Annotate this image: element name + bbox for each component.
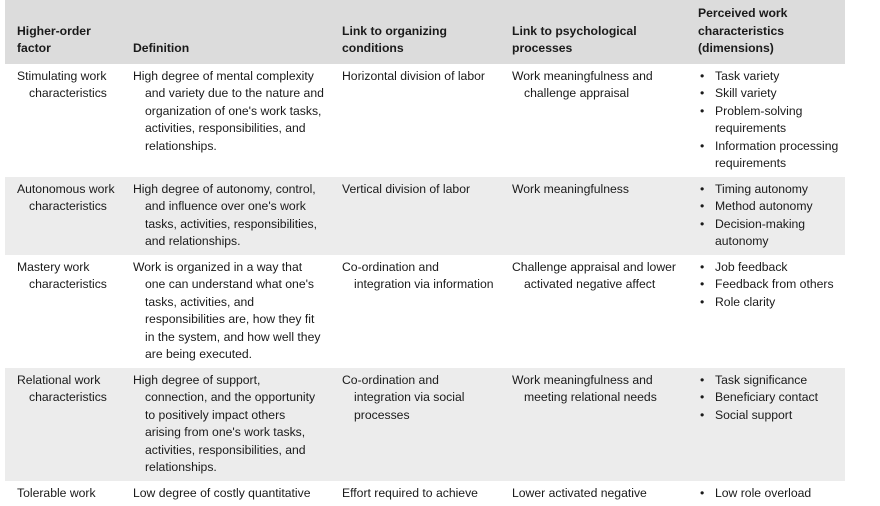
- psychological-cell: [500, 368, 686, 481]
- dimension-text: Beneficiary contact: [715, 390, 818, 404]
- psychological-cell: [500, 481, 686, 506]
- organizing-cell: [330, 368, 500, 481]
- dimensions-list: [698, 181, 839, 251]
- bullet-icon: •: [700, 276, 704, 294]
- dimension-text: Job feedback: [715, 260, 788, 274]
- dimensions-list: [698, 485, 839, 503]
- header-psychological-processes: Link to psychological processes: [500, 0, 686, 64]
- work-characteristics-table: [5, 0, 845, 506]
- header-organizing-conditions: Link to organizing conditions: [330, 0, 500, 64]
- definition-cell: [121, 177, 330, 255]
- dimensions-list: [698, 372, 839, 425]
- dimensions-cell: [686, 255, 845, 368]
- dimension-text: Problem-solving requirements: [715, 104, 802, 136]
- definition-cell: [121, 64, 330, 177]
- bullet-icon: •: [700, 259, 704, 277]
- factor-text: Tolerable work: [17, 485, 115, 503]
- organizing-text: Vertical division of labor: [342, 181, 494, 199]
- header-higher-order-factor: Higher-order factor: [5, 0, 121, 64]
- psychological-cell: [500, 255, 686, 368]
- list-item: [698, 138, 839, 173]
- list-item: [698, 103, 839, 138]
- definition-cell: [121, 255, 330, 368]
- table-row: [5, 177, 845, 255]
- bullet-icon: •: [700, 372, 704, 390]
- table-row: [5, 481, 845, 506]
- list-item: [698, 198, 839, 216]
- factor-text: Stimulating work characteristics: [17, 68, 115, 103]
- bullet-icon: •: [700, 198, 704, 216]
- list-item: [698, 389, 839, 407]
- organizing-text: Co-ordination and integration via social processes: [342, 372, 494, 425]
- factor-text: Mastery work characteristics: [17, 259, 115, 294]
- list-item: [698, 259, 839, 277]
- definition-cell: [121, 368, 330, 481]
- bullet-icon: •: [700, 216, 704, 234]
- dimension-text: Decision-making autonomy: [715, 217, 805, 249]
- work-characteristics-table-container: [5, 0, 845, 506]
- bullet-icon: •: [700, 407, 704, 425]
- bullet-icon: •: [700, 181, 704, 199]
- bullet-icon: •: [700, 389, 704, 407]
- dimension-text: Task variety: [715, 69, 779, 83]
- dimensions-cell: [686, 64, 845, 177]
- definition-text: High degree of autonomy, control, and influence over one's work tasks, activities, responsibilities, and relationships.: [133, 181, 324, 251]
- bullet-icon: •: [700, 103, 704, 121]
- factor-text: Autonomous work characteristics: [17, 181, 115, 216]
- definition-text: High degree of support, connection, and the opportunity to positively impact others arising from one's work tasks, activities, responsibilities, and relationships.: [133, 372, 324, 477]
- table-row: [5, 368, 845, 481]
- table-header-row: [5, 0, 845, 64]
- dimensions-list: [698, 68, 839, 173]
- header-definition: Definition: [121, 0, 330, 64]
- dimension-text: Skill variety: [715, 86, 777, 100]
- psychological-text: Work meaningfulness and challenge appraisal: [512, 68, 680, 103]
- list-item: [698, 181, 839, 199]
- psychological-cell: [500, 177, 686, 255]
- list-item: [698, 294, 839, 312]
- dimensions-cell: [686, 368, 845, 481]
- table-row: [5, 255, 845, 368]
- bullet-icon: •: [700, 68, 704, 86]
- bullet-icon: •: [700, 485, 704, 503]
- dimension-text: Information processing requirements: [715, 139, 838, 171]
- dimension-text: Social support: [715, 408, 792, 422]
- factor-cell: [5, 368, 121, 481]
- definition-text: Low degree of costly quantitative: [133, 485, 324, 503]
- list-item: [698, 68, 839, 86]
- factor-cell: [5, 255, 121, 368]
- psychological-text: Lower activated negative: [512, 485, 680, 503]
- organizing-cell: [330, 255, 500, 368]
- dimension-text: Task significance: [715, 373, 807, 387]
- bullet-icon: •: [700, 294, 704, 312]
- bullet-icon: •: [700, 85, 704, 103]
- psychological-text: Work meaningfulness: [512, 181, 680, 199]
- list-item: [698, 407, 839, 425]
- factor-cell: [5, 64, 121, 177]
- list-item: [698, 276, 839, 294]
- definition-text: Work is organized in a way that one can understand what one's tasks, activities, and responsibilities are, how they fit in the system, and how well they are being executed.: [133, 259, 324, 364]
- dimensions-cell: [686, 177, 845, 255]
- list-item: [698, 485, 839, 503]
- psychological-cell: [500, 64, 686, 177]
- organizing-cell: [330, 177, 500, 255]
- psychological-text: Challenge appraisal and lower activated negative affect: [512, 259, 680, 294]
- organizing-cell: [330, 64, 500, 177]
- organizing-text: Co-ordination and integration via information: [342, 259, 494, 294]
- dimension-text: Feedback from others: [715, 277, 834, 291]
- definition-cell: [121, 481, 330, 506]
- dimension-text: Low role overload: [715, 486, 811, 500]
- psychological-text: Work meaningfulness and meeting relational needs: [512, 372, 680, 407]
- organizing-text: Effort required to achieve: [342, 485, 494, 503]
- dimensions-list: [698, 259, 839, 312]
- list-item: [698, 216, 839, 251]
- definition-text: High degree of mental complexity and variety due to the nature and organization of one's work tasks, activities, responsibilities, and relationships.: [133, 68, 324, 156]
- list-item: [698, 85, 839, 103]
- table-row: [5, 64, 845, 177]
- factor-text: Relational work characteristics: [17, 372, 115, 407]
- dimensions-cell: [686, 481, 845, 506]
- organizing-cell: [330, 481, 500, 506]
- factor-cell: [5, 177, 121, 255]
- dimension-text: Method autonomy: [715, 199, 813, 213]
- factor-cell: [5, 481, 121, 506]
- header-work-characteristics: Perceived work characteristics (dimensions): [686, 0, 845, 64]
- dimension-text: Timing autonomy: [715, 182, 808, 196]
- dimension-text: Role clarity: [715, 295, 775, 309]
- list-item: [698, 372, 839, 390]
- organizing-text: Horizontal division of labor: [342, 68, 494, 86]
- bullet-icon: •: [700, 138, 704, 156]
